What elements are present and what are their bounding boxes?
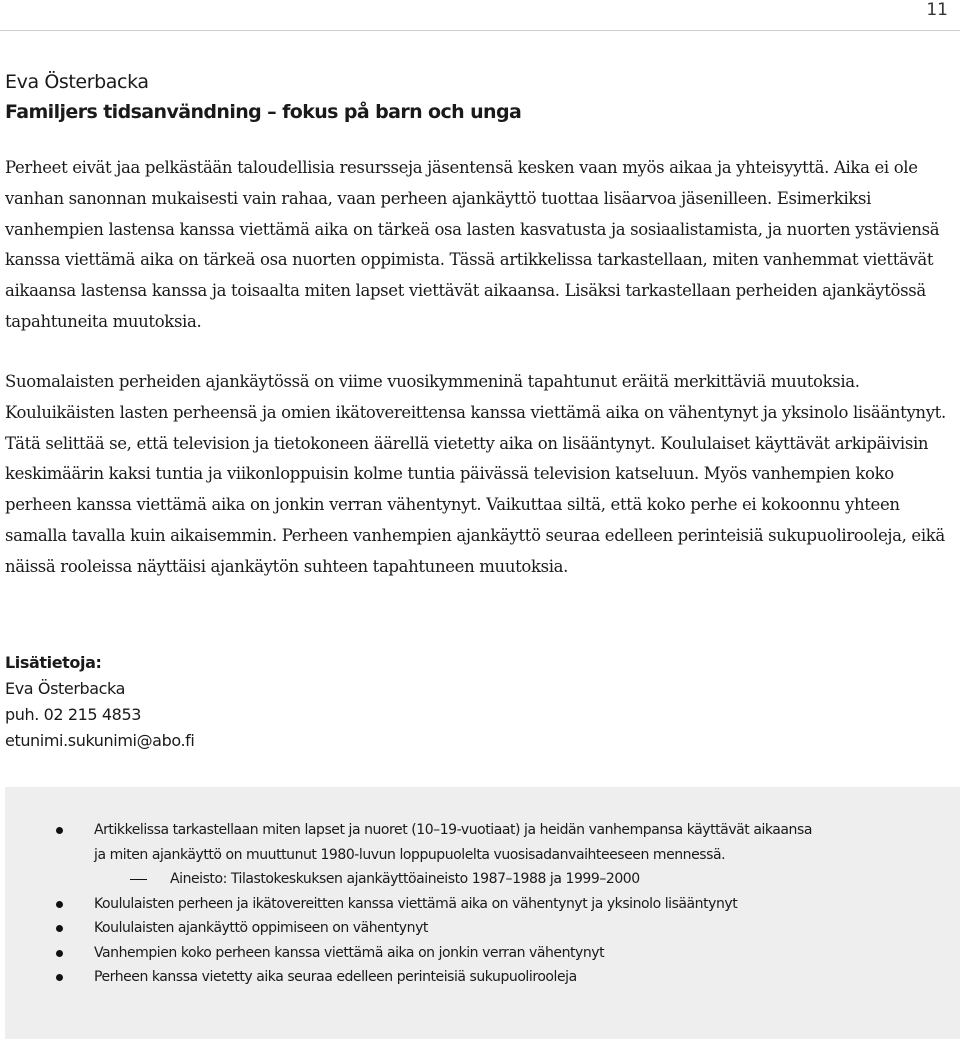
article-author: Eva Österbacka	[5, 71, 149, 93]
summary-item-2-text: Koululaisten perheen ja ikätovereitten kanssa viettämä aika on vähentynyt ja yksinolo lisääntynyt	[94, 895, 738, 912]
header-divider	[0, 30, 960, 31]
summary-item-1-line-2: ja miten ajankäyttö on muuttunut 1980-luvun loppupuolelta vuosisadanvaihteeseen mennessä.	[94, 846, 726, 863]
summary-item-4-text: Vanhempien koko perheen kanssa viettämä aika on jonkin verran vähentynyt	[94, 944, 605, 961]
summary-sub-item	[0, 867, 960, 892]
dash-icon	[130, 879, 147, 880]
body-paragraph-1: Perheet eivät jaa pelkästään taloudellisia resursseja jäsentensä kesken vaan myös aikaa ja yhteisyyttä. Aika ei ole vanhan sanonnan mukaisesti vain rahaa, vaan perheen ajankäyttö tuottaa lisäarvoa jäsenilleen. Esimerkiksi vanhempien lastensa kanssa viettämä aika on tärkeä osa lasten kasvatusta ja sosiaalistamista, ja nuorten ystäviensä kanssa viettämä aika on tärkeä osa nuorten oppimista. Tässä artikkelissa tarkastellaan, miten vanhemmat viettävät aikaansa lastensa kanssa ja toisaalta miten lapset viettävät aikaansa. Lisäksi tarkastellaan perheiden ajankäytössä tapahtuneita muutoksia.	[5, 158, 940, 331]
summary-sub-item-text: Aineisto: Tilastokeskuksen ajankäyttöaineisto 1987–1988 ja 1999–2000	[170, 871, 640, 887]
bullet-icon	[56, 901, 63, 908]
page-number: 11	[926, 0, 948, 20]
contact-heading: Lisätietoja:	[5, 653, 102, 672]
bullet-icon	[56, 974, 63, 981]
summary-item-5-text: Perheen kanssa vietetty aika seuraa edelleen perinteisiä sukupuolirooleja	[94, 969, 577, 985]
contact-email: etunimi.sukunimi@abo.fi	[5, 731, 195, 750]
summary-item-2	[0, 892, 960, 917]
article-title: Familjers tidsanvändning – fokus på barn och unga	[5, 101, 522, 123]
bullet-icon	[56, 827, 63, 834]
bullet-icon	[56, 950, 63, 957]
summary-item-3	[0, 916, 960, 941]
contact-phone: puh. 02 215 4853	[5, 705, 141, 724]
summary-item-1-line-1: Artikkelissa tarkastellaan miten lapset ja nuoret (10–19-vuotiaat) ja heidän vanhempansa käyttävät aikaansa	[94, 822, 812, 838]
summary-item-5	[0, 965, 960, 990]
summary-item-3-text: Koululaisten ajankäyttö oppimiseen on vähentynyt	[94, 920, 428, 936]
contact-info	[5, 650, 194, 754]
body-paragraph-2: Suomalaisten perheiden ajankäytössä on viime vuosikymmeninä tapahtunut eräitä merkittäviä muutoksia. Kouluikäisten lasten perheensä ja omien ikätovereittensa kanssa viettämä aika on vähentynyt ja yksinolo lisääntynyt. Tätä selittää se, että television ja tietokoneen äärellä vietetty aika on lisääntynyt. Koululaiset käyttävät arkipäivisin keskimäärin kaksi tuntia ja viikonloppuisin kolme tuntia päivässä television katseluun. Myös vanhempien koko perheen kanssa viettämä aika on jonkin verran vähentynyt. Vaikuttaa siltä, että koko perhe ei kokoonnu yhteen samalla tavalla kuin aikaisemmin. Perheen vanhempien ajankäyttö seuraa edelleen perinteisiä sukupuolirooleja, eikä näissä rooleissa näyttäisi ajankäytön suhteen tapahtuneen muutoksia.	[5, 372, 946, 576]
bullet-icon	[56, 925, 63, 932]
summary-list	[0, 818, 960, 990]
contact-name: Eva Österbacka	[5, 679, 126, 698]
summary-item-1	[0, 818, 960, 867]
summary-item-4	[0, 941, 960, 966]
